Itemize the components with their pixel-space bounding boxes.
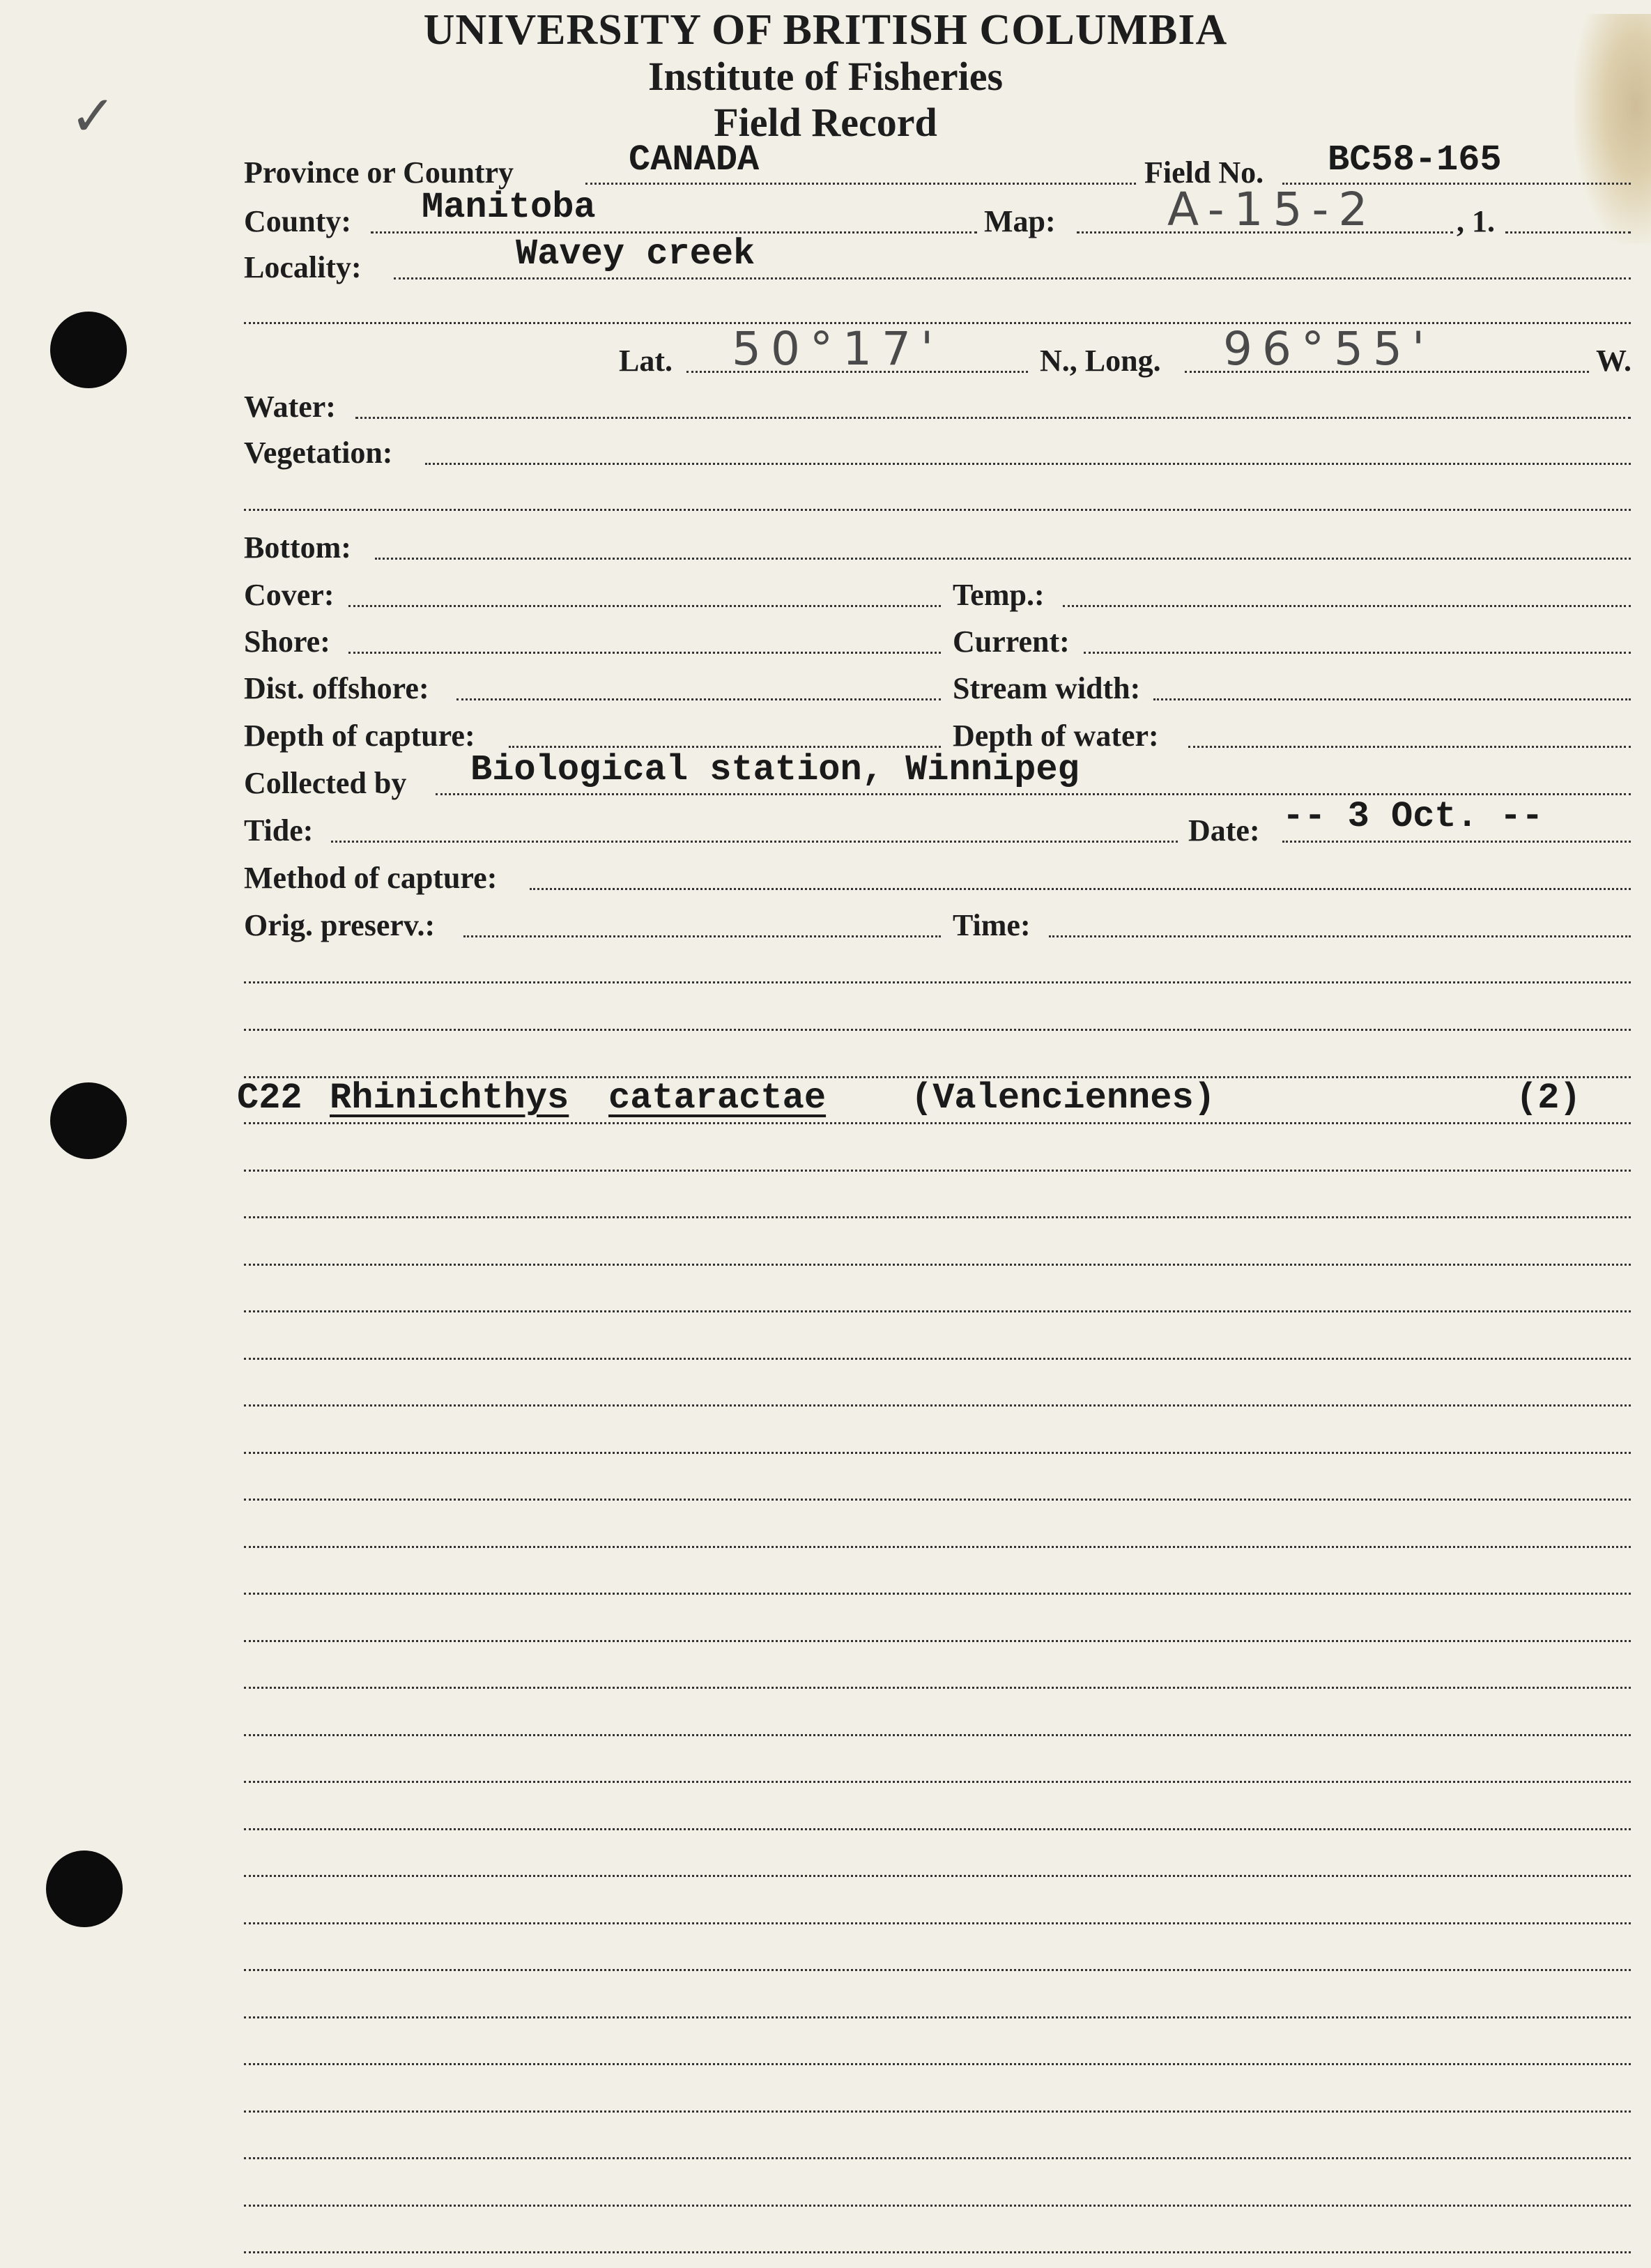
institute-title: Institute of Fisheries [647, 54, 1004, 99]
form-title: Field Record [714, 100, 937, 145]
locality-label: Locality: [244, 250, 362, 284]
time-line [1049, 935, 1631, 937]
locality-value: Wavey creek [516, 233, 755, 275]
ruled-line [244, 1734, 1631, 1736]
ruled-line [244, 2251, 1631, 2253]
ruled-line [244, 1969, 1631, 1971]
ruled-line [244, 1029, 1631, 1031]
specimen-author: (Valenciennes) [911, 1078, 1215, 1119]
ruled-line [244, 1593, 1631, 1595]
ruled-line [244, 1875, 1631, 1877]
map-label: Map: [984, 204, 1056, 238]
lat-label: Lat. [619, 344, 673, 378]
ruled-line [244, 1687, 1631, 1689]
vegetation-line-2 [244, 509, 1631, 511]
water-label: Water: [244, 390, 336, 424]
method-line [530, 888, 1631, 890]
long-label: N., Long. [1040, 344, 1161, 378]
date-value: -- 3 Oct. -- [1282, 796, 1544, 837]
ruled-line [244, 1122, 1631, 1124]
field-no-value: BC58-165 [1328, 139, 1502, 181]
ruled-line [244, 1828, 1631, 1830]
water-line [355, 417, 1631, 419]
method-label: Method of capture: [244, 861, 498, 895]
ruled-line [244, 1640, 1631, 1642]
ruled-line [244, 981, 1631, 983]
ruled-line [244, 1452, 1631, 1454]
university-title: UNIVERSITY OF BRITISH COLUMBIA [423, 6, 1228, 54]
bottom-line [375, 558, 1631, 560]
map-value: A-15-2 [1167, 183, 1378, 236]
orig-preserv-line [463, 935, 941, 937]
bottom-label: Bottom: [244, 530, 351, 565]
ruled-line [244, 1264, 1631, 1266]
ruled-line [244, 2016, 1631, 2018]
punch-hole-bottom [46, 1851, 123, 1927]
province-label: Province or Country [244, 155, 514, 190]
ruled-line [244, 1499, 1631, 1501]
long-value: 96°55' [1223, 322, 1435, 376]
county-label: County: [244, 204, 352, 238]
temp-label: Temp.: [953, 578, 1045, 612]
cover-line [348, 605, 941, 607]
shore-label: Shore: [244, 625, 330, 659]
depth-water-label: Depth of water: [953, 719, 1159, 753]
dist-offshore-line [456, 698, 941, 700]
ruled-line [244, 1922, 1631, 1924]
depth-capture-label: Depth of capture: [244, 719, 475, 753]
ruled-line [244, 1310, 1631, 1312]
ruled-line [244, 1170, 1631, 1172]
date-label: Date: [1188, 813, 1260, 848]
ruled-line [244, 2205, 1631, 2207]
stream-width-label: Stream width: [953, 671, 1141, 705]
specimen-count: (2) [1516, 1078, 1581, 1119]
ruled-line [244, 2157, 1631, 2159]
dist-offshore-label: Dist. offshore: [244, 671, 429, 705]
collected-by-line [436, 793, 1631, 795]
ruled-line [244, 1781, 1631, 1783]
specimen-genus: Rhinichthys [330, 1078, 569, 1119]
county-value: Manitoba [422, 187, 596, 228]
tide-line [331, 841, 1178, 843]
field-no-label: Field No. [1144, 155, 1264, 190]
temp-line [1063, 605, 1631, 607]
map-suffix: , 1. [1457, 204, 1495, 238]
specimen-code: C22 [237, 1078, 302, 1119]
specimen-species: cataractae [608, 1078, 827, 1119]
vegetation-label: Vegetation: [244, 436, 393, 470]
locality-line [394, 277, 1631, 279]
province-value: CANADA [629, 139, 760, 181]
tide-label: Tide: [244, 813, 314, 848]
ruled-line [244, 1216, 1631, 1218]
collected-by-label: Collected by [244, 766, 407, 800]
current-line [1084, 652, 1631, 654]
depth-capture-line [509, 746, 941, 748]
stream-width-line [1153, 698, 1631, 700]
shore-line [348, 652, 941, 654]
current-label: Current: [953, 625, 1070, 659]
depth-water-line [1188, 746, 1631, 748]
ruled-line [244, 1546, 1631, 1548]
ruled-line [244, 2110, 1631, 2113]
punch-hole-top [50, 312, 127, 388]
map-suffix-line [1505, 231, 1631, 233]
ruled-line [244, 2063, 1631, 2065]
province-line [585, 183, 1136, 185]
ruled-line [244, 1358, 1631, 1360]
punch-hole-middle [50, 1082, 127, 1159]
cover-label: Cover: [244, 578, 335, 612]
lat-value: 50°17' [732, 322, 944, 376]
ruled-line [244, 1404, 1631, 1407]
time-label: Time: [953, 908, 1031, 942]
collected-by-value: Biological station, Winnipeg [470, 749, 1080, 790]
check-mark: ✓ [70, 84, 117, 148]
vegetation-line [425, 463, 1631, 465]
west-label: W. [1596, 344, 1631, 378]
date-line [1282, 841, 1631, 843]
orig-preserv-label: Orig. preserv.: [244, 908, 436, 942]
